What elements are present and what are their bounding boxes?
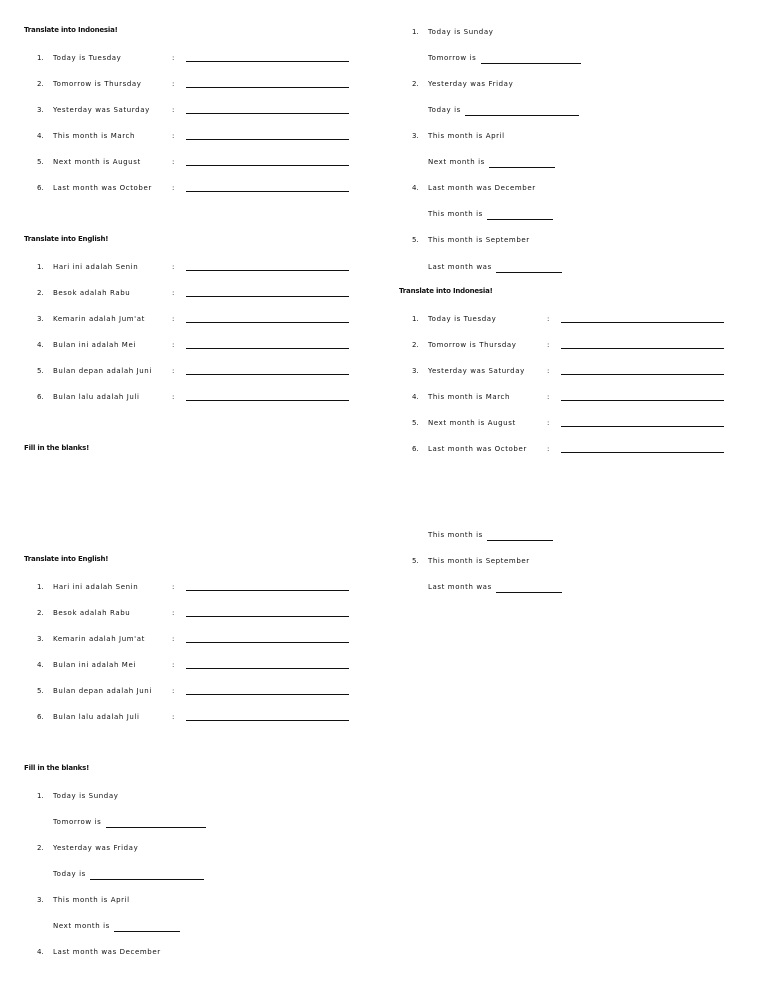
fill-blank-row xyxy=(428,581,562,593)
item-text: Tomorrow is Thursday xyxy=(428,341,517,349)
answer-blank xyxy=(561,374,724,375)
item-number: 4. xyxy=(412,393,419,401)
right-column xyxy=(399,0,739,1006)
exercise-item xyxy=(399,391,729,403)
section-heading: Fill in the blanks! xyxy=(24,764,90,772)
fill-prompt: Today is xyxy=(53,870,86,878)
item-text: Bulan lalu adalah Juli xyxy=(53,713,140,721)
item-separator: : xyxy=(547,393,550,401)
answer-blank xyxy=(496,263,562,273)
item-number: 1. xyxy=(37,54,44,62)
exercise-item xyxy=(399,443,729,455)
exercise-item xyxy=(24,790,354,802)
item-number: 5. xyxy=(412,419,419,427)
exercise-item xyxy=(24,711,354,723)
item-separator: : xyxy=(172,341,175,349)
answer-blank xyxy=(489,158,555,168)
exercise-item xyxy=(24,365,354,377)
fill-blank-row xyxy=(53,920,180,932)
exercise-item xyxy=(399,78,729,90)
item-separator: : xyxy=(172,713,175,721)
answer-blank xyxy=(114,922,180,932)
item-number: 2. xyxy=(37,609,44,617)
exercise-item xyxy=(24,581,354,593)
exercise-item xyxy=(399,339,729,351)
item-number: 5. xyxy=(37,158,44,166)
exercise-item xyxy=(24,287,354,299)
exercise-item xyxy=(399,365,729,377)
exercise-item xyxy=(24,391,354,403)
item-separator: : xyxy=(172,289,175,297)
answer-blank xyxy=(487,210,553,220)
item-number: 6. xyxy=(412,445,419,453)
item-text: Yesterday was Friday xyxy=(53,844,139,852)
item-number: 4. xyxy=(412,184,419,192)
answer-blank xyxy=(186,87,349,88)
item-text: Yesterday was Friday xyxy=(428,80,514,88)
item-number: 5. xyxy=(412,236,419,244)
fill-prompt: Next month is xyxy=(428,158,485,166)
exercise-item xyxy=(399,313,729,325)
exercise-item xyxy=(24,261,354,273)
answer-blank xyxy=(186,139,349,140)
item-number: 5. xyxy=(412,557,419,565)
exercise-item xyxy=(24,104,354,116)
answer-blank xyxy=(186,668,349,669)
item-text: Last month was December xyxy=(53,948,161,956)
answer-blank xyxy=(186,720,349,721)
item-number: 6. xyxy=(37,184,44,192)
item-separator: : xyxy=(172,661,175,669)
fill-prompt: Tomorrow is xyxy=(428,54,477,62)
section-heading: Translate into Indonesia! xyxy=(24,26,118,34)
item-number: 3. xyxy=(37,106,44,114)
answer-blank xyxy=(186,296,349,297)
answer-blank xyxy=(186,348,349,349)
item-text: Bulan lalu adalah Juli xyxy=(53,393,140,401)
item-separator: : xyxy=(547,419,550,427)
item-separator: : xyxy=(172,132,175,140)
answer-blank xyxy=(561,452,724,453)
item-separator: : xyxy=(172,106,175,114)
item-separator: : xyxy=(547,445,550,453)
item-number: 2. xyxy=(412,80,419,88)
exercise-item xyxy=(24,339,354,351)
item-number: 4. xyxy=(37,948,44,956)
item-number: 2. xyxy=(412,341,419,349)
item-separator: : xyxy=(172,80,175,88)
section-heading: Translate into English! xyxy=(24,555,109,563)
item-number: 3. xyxy=(37,896,44,904)
left-column xyxy=(24,0,364,1006)
item-text: Yesterday was Saturday xyxy=(53,106,150,114)
fill-blank-row xyxy=(428,261,562,273)
exercise-item xyxy=(24,946,354,958)
item-text: Bulan ini adalah Mei xyxy=(53,661,136,669)
item-number: 3. xyxy=(37,635,44,643)
item-number: 1. xyxy=(37,263,44,271)
answer-blank xyxy=(186,165,349,166)
item-number: 3. xyxy=(37,315,44,323)
exercise-item xyxy=(399,234,729,246)
item-number: 4. xyxy=(37,661,44,669)
item-separator: : xyxy=(172,158,175,166)
item-text: This month is March xyxy=(428,393,511,401)
item-text: Today is Sunday xyxy=(428,28,494,36)
item-text: Kemarin adalah Jum'at xyxy=(53,315,145,323)
answer-blank xyxy=(561,322,724,323)
item-text: Today is Tuesday xyxy=(428,315,497,323)
answer-blank xyxy=(90,870,204,880)
item-text: Today is Tuesday xyxy=(53,54,122,62)
item-text: Last month was December xyxy=(428,184,536,192)
exercise-item xyxy=(399,555,729,567)
item-number: 5. xyxy=(37,367,44,375)
item-separator: : xyxy=(172,393,175,401)
exercise-item xyxy=(399,182,729,194)
item-text: Last month was October xyxy=(53,184,152,192)
item-text: Besok adalah Rabu xyxy=(53,289,131,297)
item-number: 4. xyxy=(37,132,44,140)
item-separator: : xyxy=(172,635,175,643)
answer-blank xyxy=(186,400,349,401)
answer-blank xyxy=(186,374,349,375)
section-heading: Fill in the blanks! xyxy=(24,444,90,452)
item-separator: : xyxy=(172,263,175,271)
item-text: Bulan depan adalah Juni xyxy=(53,687,152,695)
item-separator: : xyxy=(547,315,550,323)
exercise-item xyxy=(24,156,354,168)
answer-blank xyxy=(496,583,562,593)
fill-prompt: Last month was xyxy=(428,583,492,591)
fill-prompt: Today is xyxy=(428,106,461,114)
item-text: Bulan depan adalah Juni xyxy=(53,367,152,375)
answer-blank xyxy=(487,531,553,541)
exercise-item xyxy=(24,842,354,854)
fill-prompt: This month is xyxy=(428,531,483,539)
answer-blank xyxy=(186,191,349,192)
section-heading: Translate into English! xyxy=(24,235,109,243)
answer-blank xyxy=(106,818,206,828)
exercise-item xyxy=(24,685,354,697)
answer-blank xyxy=(186,322,349,323)
item-number: 5. xyxy=(37,687,44,695)
exercise-item xyxy=(24,633,354,645)
exercise-item xyxy=(399,26,729,38)
item-text: This month is April xyxy=(428,132,505,140)
fill-prompt: This month is xyxy=(428,210,483,218)
fill-prompt: Next month is xyxy=(53,922,110,930)
item-separator: : xyxy=(172,687,175,695)
exercise-item xyxy=(24,78,354,90)
fill-prompt: Tomorrow is xyxy=(53,818,102,826)
exercise-item xyxy=(24,659,354,671)
answer-blank xyxy=(186,616,349,617)
item-number: 1. xyxy=(412,28,419,36)
item-text: Today is Sunday xyxy=(53,792,119,800)
item-number: 2. xyxy=(37,80,44,88)
answer-blank xyxy=(561,426,724,427)
item-number: 2. xyxy=(37,289,44,297)
item-text: This month is March xyxy=(53,132,136,140)
item-separator: : xyxy=(172,315,175,323)
answer-blank xyxy=(186,590,349,591)
item-text: This month is September xyxy=(428,557,530,565)
item-number: 6. xyxy=(37,393,44,401)
item-text: Next month is August xyxy=(53,158,141,166)
item-separator: : xyxy=(172,583,175,591)
item-number: 3. xyxy=(412,132,419,140)
fill-blank-row xyxy=(428,208,553,220)
fill-blank-row xyxy=(428,104,579,116)
item-separator: : xyxy=(172,54,175,62)
answer-blank xyxy=(561,400,724,401)
item-number: 1. xyxy=(412,315,419,323)
item-text: Hari ini adalah Senin xyxy=(53,263,139,271)
item-text: Yesterday was Saturday xyxy=(428,367,525,375)
fill-prompt: Last month was xyxy=(428,263,492,271)
item-separator: : xyxy=(172,367,175,375)
item-number: 3. xyxy=(412,367,419,375)
answer-blank xyxy=(186,642,349,643)
exercise-item xyxy=(24,607,354,619)
answer-blank xyxy=(186,694,349,695)
fill-blank-row xyxy=(53,868,204,880)
item-text: This month is September xyxy=(428,236,530,244)
exercise-item xyxy=(24,182,354,194)
item-text: Besok adalah Rabu xyxy=(53,609,131,617)
item-text: This month is April xyxy=(53,896,130,904)
fill-blank-row xyxy=(428,529,553,541)
fill-blank-row xyxy=(53,816,206,828)
item-number: 1. xyxy=(37,583,44,591)
item-text: Bulan ini adalah Mei xyxy=(53,341,136,349)
answer-blank xyxy=(186,270,349,271)
exercise-item xyxy=(399,130,729,142)
item-number: 2. xyxy=(37,844,44,852)
exercise-item xyxy=(24,130,354,142)
item-number: 1. xyxy=(37,792,44,800)
item-text: Next month is August xyxy=(428,419,516,427)
answer-blank xyxy=(186,61,349,62)
item-text: Hari ini adalah Senin xyxy=(53,583,139,591)
item-text: Kemarin adalah Jum'at xyxy=(53,635,145,643)
item-number: 4. xyxy=(37,341,44,349)
exercise-item xyxy=(24,894,354,906)
answer-blank xyxy=(465,106,579,116)
item-separator: : xyxy=(172,609,175,617)
fill-blank-row xyxy=(428,52,581,64)
answer-blank xyxy=(561,348,724,349)
exercise-item xyxy=(24,313,354,325)
item-separator: : xyxy=(547,367,550,375)
item-separator: : xyxy=(547,341,550,349)
item-separator: : xyxy=(172,184,175,192)
item-text: Tomorrow is Thursday xyxy=(53,80,142,88)
answer-blank xyxy=(481,54,581,64)
section-heading: Translate into Indonesia! xyxy=(399,287,493,295)
exercise-item xyxy=(399,417,729,429)
exercise-item xyxy=(24,52,354,64)
answer-blank xyxy=(186,113,349,114)
fill-blank-row xyxy=(428,156,555,168)
item-number: 6. xyxy=(37,713,44,721)
item-text: Last month was October xyxy=(428,445,527,453)
